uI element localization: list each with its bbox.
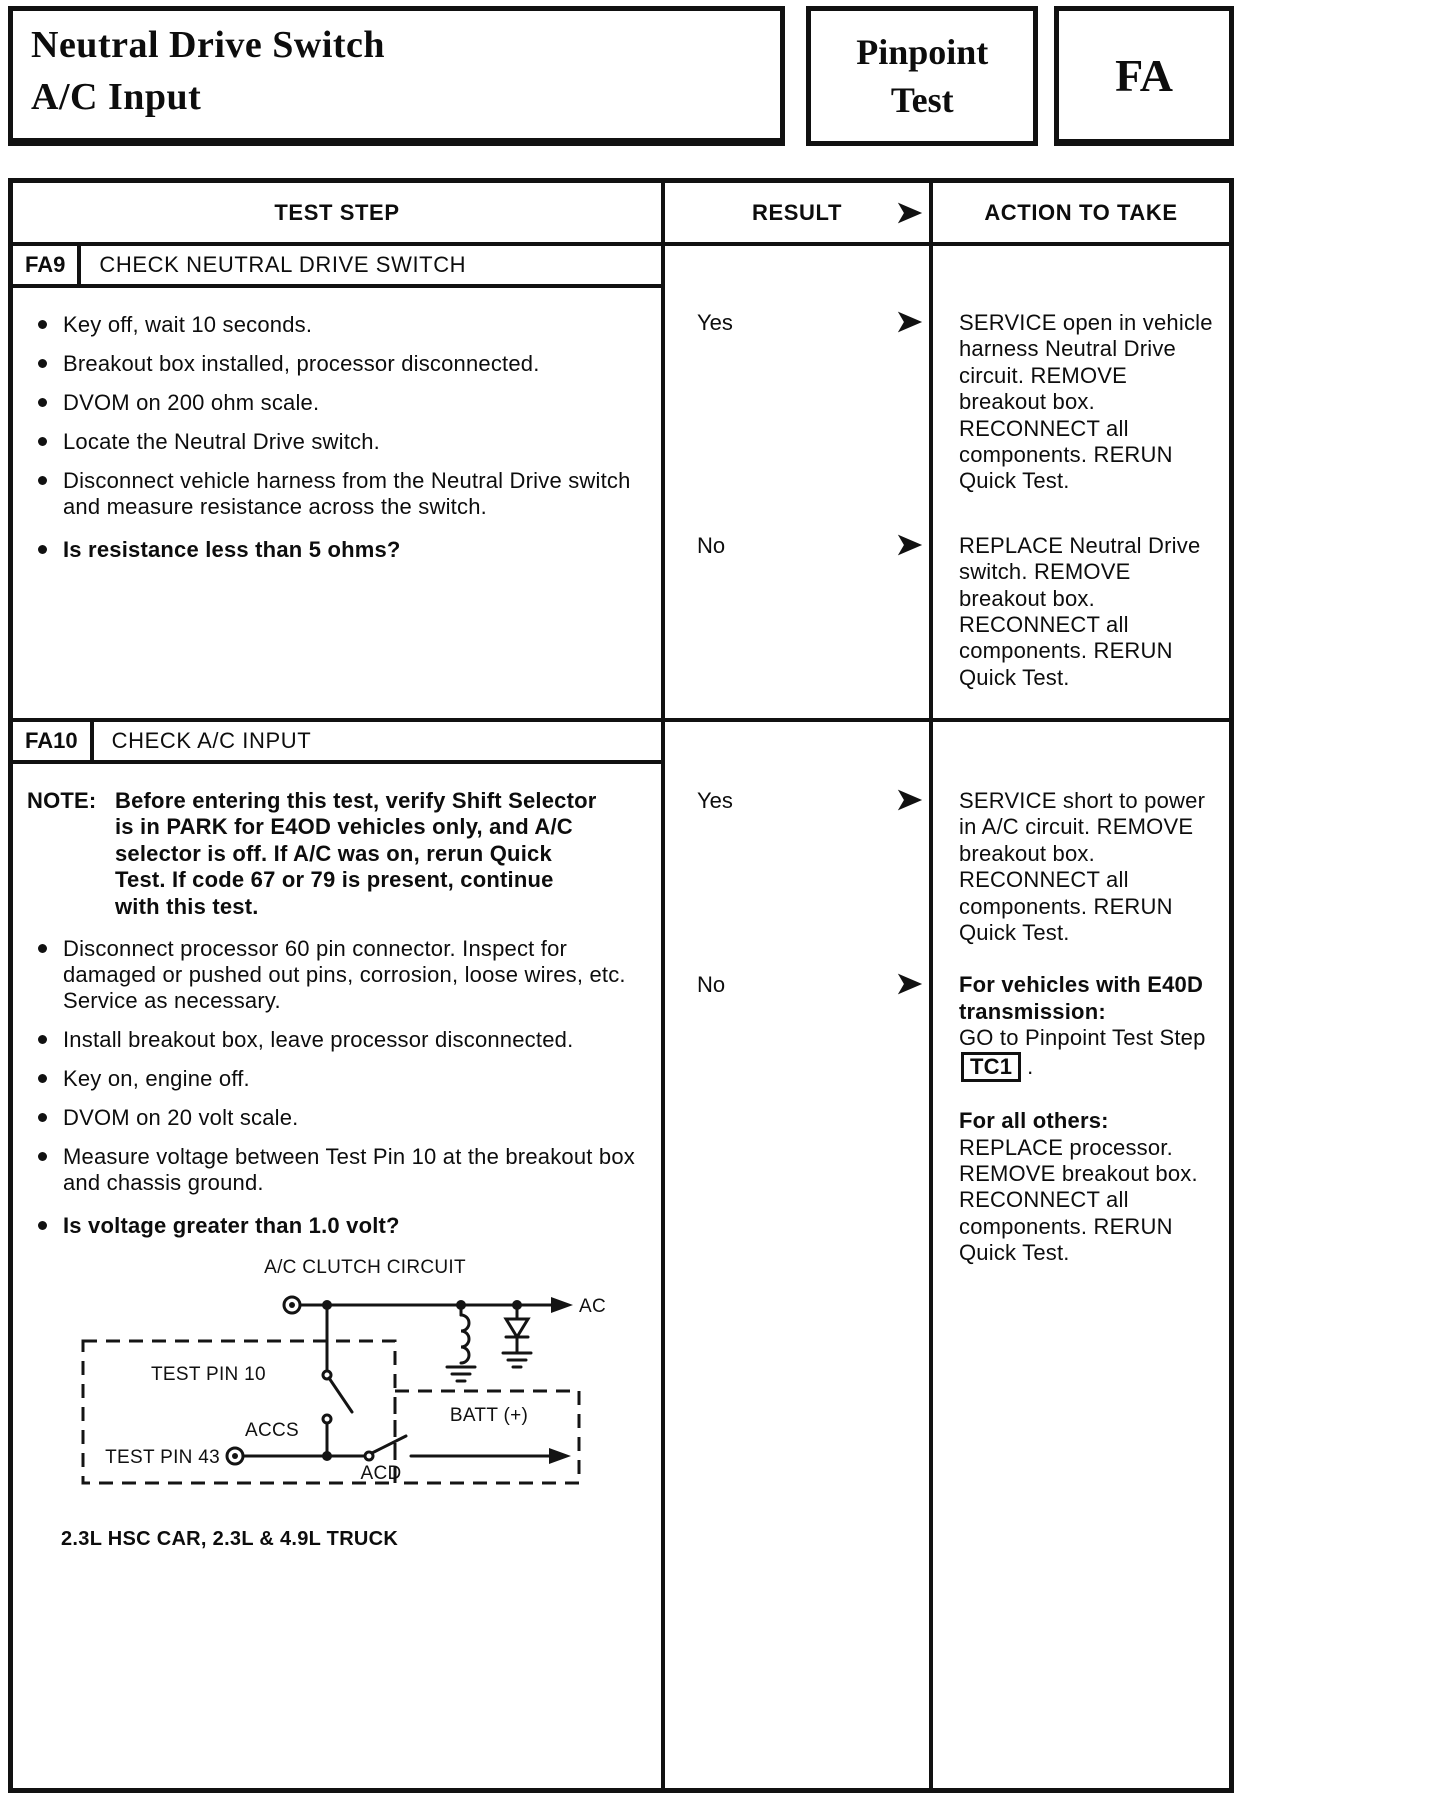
step-text: Disconnect processor 60 pin connector. Inspect for damaged or pushed out pins, corrosion, loose wires, etc. Service as necessary. [63,935,626,1013]
column-header-test-step: TEST STEP [13,183,665,242]
tc1-step-reference: TC1 [961,1052,1021,1083]
test-step-item [27,351,639,377]
step-text: Measure voltage between Test Pin 10 at the breakout box and chassis ground. [63,1143,635,1195]
result-arrow-icon [897,533,923,557]
fa9-title-bar [13,246,661,288]
step-text: Locate the Neutral Drive switch. [63,428,380,454]
bullet-icon [38,320,47,329]
coil-icon [461,1315,469,1363]
procedure-title-line-2: A/C Input [31,76,202,118]
bullet-icon [38,1113,47,1122]
test-step-item [27,936,639,1014]
bullet-icon [38,437,47,446]
diagram-label-ac: AC [579,1295,606,1317]
diagram-label-test-pin-10: TEST PIN 10 [151,1363,266,1385]
result-arrow-icon [897,310,923,334]
fa10-action-yes: SERVICE short to power in A/C circuit. REMOVE breakout box. RECONNECT all components. RERUN Quick Test. [959,788,1206,945]
fa9-result-row-yes [665,310,1229,495]
note-text: Before entering this test, verify Shift Selector is in PARK for E4OD vehicles only, and A/C selector is off. If A/C was on, rerun Quick Test. If code 67 or 79 is present, continue with this test. [115,788,597,919]
fa9-result-row-no [665,533,1229,691]
procedure-title-line-1: Neutral Drive Switch [31,24,386,66]
fa9-action-no: REPLACE Neutral Drive switch. REMOVE breakout box. RECONNECT all components. RERUN Quick Test. [959,532,1201,690]
diagram-title: A/C CLUTCH CIRCUIT [264,1256,466,1278]
procedure-title-box [8,6,785,146]
step-text: DVOM on 20 volt scale. [63,1104,299,1130]
junction-dot-icon [322,1451,332,1461]
diagram-label-batt: BATT (+) [449,1404,529,1426]
test-step-item [27,468,639,520]
test-step-item [27,1066,639,1092]
terminal-dot-icon [289,1302,295,1308]
action-heading-all-others: For all others: [959,1108,1109,1134]
note-label: NOTE: [27,788,97,813]
fa10-step-id: FA10 [13,722,94,760]
bullet-icon [38,476,47,485]
wire-arrowhead-icon [549,1448,571,1464]
result-label: Yes [697,788,733,813]
result-arrow-icon [897,972,923,996]
step-text: Disconnect vehicle harness from the Neutral Drive switch and measure resistance across the switch. [63,467,631,519]
fa9-step-body [13,288,661,563]
fa9-step-title: CHECK NEUTRAL DRIVE SWITCH [99,252,467,277]
fa10-step-title: CHECK A/C INPUT [111,728,312,753]
question-text: Is resistance less than 5 ohms? [63,536,401,562]
go-text-suffix: . [1027,1053,1034,1079]
diode-icon [506,1319,528,1337]
result-arrow-icon [897,201,923,225]
test-step-item [27,429,639,455]
service-manual-page [8,6,1234,1793]
switch-blade-icon [329,1378,352,1412]
result-label: No [697,532,726,558]
diagram-label-test-pin-43: TEST PIN 43 [105,1446,220,1468]
bullet-icon [38,1074,47,1083]
ac-clutch-circuit-diagram [65,1253,639,1509]
test-step-item [27,1105,639,1131]
fa9-result-action-cell [665,246,1229,718]
column-header-result-label: RESULT [752,200,842,225]
switch-blade-icon [372,1436,406,1453]
bullet-icon [38,944,47,953]
fa9-step-id: FA9 [13,246,81,284]
fa10-title-bar [13,722,661,764]
action-body-all-others: REPLACE processor. REMOVE breakout box. RECONNECT all components. RERUN Quick Test. [959,1134,1198,1266]
bullet-icon [38,1221,47,1230]
fa9-question [27,537,639,563]
action-go-line [959,1025,1213,1082]
fa10-step-body [13,764,661,1552]
diagram-caption: 2.3L HSC CAR, 2.3L & 4.9L TRUCK [61,1528,399,1551]
test-step-section-fa10 [13,718,1229,1788]
bullet-icon [38,1152,47,1161]
result-arrow-icon [897,788,923,812]
test-step-item [27,1027,639,1053]
section-code-box [1054,6,1234,146]
fa10-result-yes [665,788,933,946]
wire-arrowhead-icon [551,1297,573,1313]
test-step-item [27,390,639,416]
page-header [8,6,1234,146]
fa9-action-yes: SERVICE open in vehicle harness Neutral Drive circuit. REMOVE breakout box. RECONNECT all components. RERUN Quick Test. [959,310,1213,494]
diagram-label-acd: ACD [360,1462,402,1484]
result-label: Yes [697,310,733,335]
circuit-schematic [65,1253,610,1503]
fa10-test-step-cell [13,722,665,1788]
result-label: No [697,972,726,998]
column-header-result [665,183,933,242]
diagram-label-accs: ACCS [245,1419,299,1441]
fa9-result-no [665,533,933,691]
step-text: Key on, engine off. [63,1065,250,1091]
go-text: GO to Pinpoint Test Step [959,1025,1206,1051]
bullet-icon [38,545,47,554]
terminal-dot-icon [232,1453,238,1459]
fa10-result-action-cell [665,722,1229,1788]
section-code: FA [1115,49,1174,101]
test-step-item [27,312,639,338]
step-text: DVOM on 200 ohm scale. [63,389,320,415]
step-text: Install breakout box, leave processor disconnected. [63,1026,574,1052]
bullet-icon [38,1035,47,1044]
action-heading-e40d: For vehicles with E40D transmission: [959,972,1204,1024]
pinpoint-test-table [8,178,1234,1793]
bullet-icon [38,398,47,407]
fa10-result-row-yes [665,788,1229,946]
fa9-test-step-cell [13,246,665,718]
step-text: Key off, wait 10 seconds. [63,312,313,337]
fa10-action-no [933,972,1229,1266]
bullet-icon [38,359,47,368]
fa10-result-no [665,972,933,1266]
table-header-row [13,183,1229,246]
test-step-item [27,1144,639,1196]
fa10-question [27,1213,639,1239]
column-header-action: ACTION TO TAKE [984,200,1178,225]
pinpoint-label-line-2: Test [890,80,954,120]
pinpoint-test-box [806,6,1038,146]
pinpoint-label-line-1: Pinpoint [856,32,989,72]
question-text: Is voltage greater than 1.0 volt? [63,1212,400,1238]
fa10-result-row-no [665,972,1229,1266]
step-text: Breakout box installed, processor disconnected. [63,350,540,376]
test-step-section-fa9 [13,246,1229,718]
fa9-result-yes [665,310,933,495]
note-block [27,788,639,920]
